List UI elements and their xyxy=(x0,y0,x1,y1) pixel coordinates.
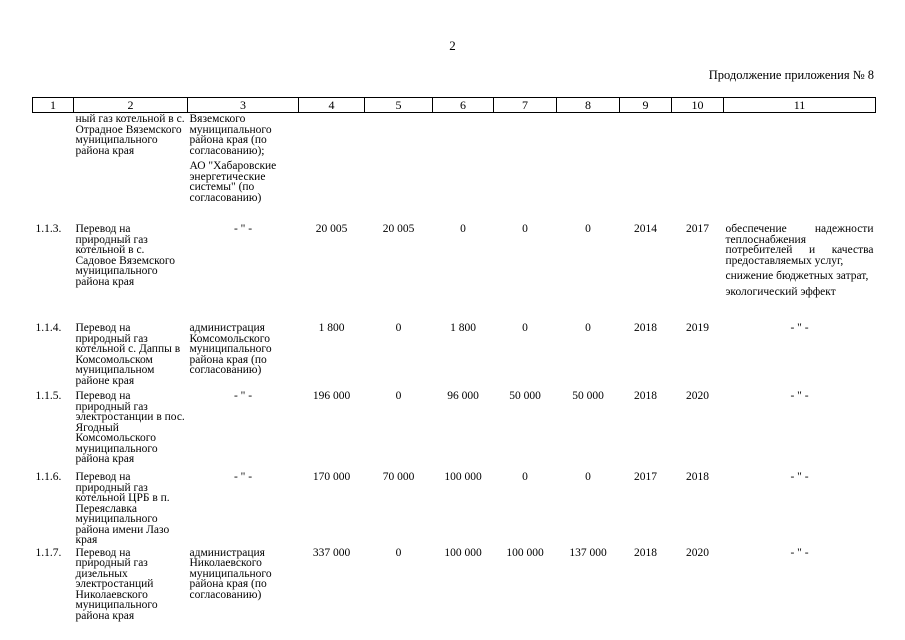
appendix-label: Продолжение приложения № 8 xyxy=(708,68,874,82)
executor-paragraph: - " - xyxy=(233,390,253,402)
start-year: 2014 xyxy=(634,223,657,235)
header-row xyxy=(33,98,876,113)
column-header-11: 11 xyxy=(724,98,876,113)
expected-result xyxy=(724,222,876,321)
end-year: 2017 xyxy=(686,223,709,235)
expected-result-paragraph: экологический эффект xyxy=(725,285,836,298)
other-value: 0 xyxy=(585,223,591,235)
regional-value: 96 000 xyxy=(447,390,479,402)
expected-result xyxy=(724,113,876,223)
federal-value: 0 xyxy=(395,390,402,402)
executor-paragraph: - " - xyxy=(233,471,253,483)
total-value xyxy=(299,113,365,223)
row-number: 1.1.4. xyxy=(35,322,62,334)
column-header-7: 7 xyxy=(494,98,557,113)
column-header-5: 5 xyxy=(365,98,433,113)
end-year: 2019 xyxy=(686,322,709,334)
start-year: 2018 xyxy=(634,546,657,559)
executor-paragraph: - " - xyxy=(233,223,253,235)
table-row xyxy=(33,470,876,546)
start-year: 2017 xyxy=(634,471,657,483)
column-header-2: 2 xyxy=(74,98,188,113)
expected-result-paragraph: - " - xyxy=(790,546,809,559)
federal-value: 0 xyxy=(395,546,402,559)
executor xyxy=(188,546,299,622)
column-header-1: 1 xyxy=(33,98,74,113)
executor xyxy=(188,113,299,223)
executor xyxy=(188,321,299,389)
local-value: 100 000 xyxy=(506,546,544,559)
total-value: 20 005 xyxy=(315,223,348,235)
other-value xyxy=(557,113,620,223)
end-year: 2020 xyxy=(686,390,709,402)
federal-value: 70 000 xyxy=(382,471,415,483)
executor-paragraph: АО "Хабаровские энергетические системы" (по согласованию) xyxy=(189,160,277,204)
expected-result xyxy=(724,389,876,470)
executor xyxy=(188,389,299,470)
end-year: 2018 xyxy=(686,471,709,483)
executor-paragraph: Вяземского муниципального района края (по согласованию); xyxy=(189,113,272,157)
local-value xyxy=(494,113,557,223)
start-year: 2018 xyxy=(634,322,657,334)
total-value: 1 800 xyxy=(318,322,345,334)
federal-value xyxy=(365,113,433,223)
end-year xyxy=(672,113,724,223)
expected-result-paragraph: - " - xyxy=(790,322,809,334)
expected-result-paragraph: обеспечение надежности теплоснабжения потребителей и качества предоставляемых услуг, xyxy=(725,223,874,267)
executor xyxy=(188,222,299,321)
table-row xyxy=(33,222,876,321)
federal-value: 0 xyxy=(395,322,402,334)
expected-result-paragraph: снижение бюджетных затрат, xyxy=(725,270,869,282)
column-header-4: 4 xyxy=(299,98,365,113)
row-number: 1.1.3. xyxy=(35,223,62,235)
regional-value: 0 xyxy=(460,223,466,235)
page-number: 2 xyxy=(449,38,456,53)
regional-value: 1 800 xyxy=(450,322,476,334)
local-value: 0 xyxy=(522,471,528,483)
executor xyxy=(188,470,299,546)
table-row xyxy=(33,321,876,389)
measures-table xyxy=(32,97,876,621)
local-value: 0 xyxy=(522,322,528,334)
table-row xyxy=(33,389,876,470)
total-value: 170 000 xyxy=(312,471,351,483)
object-name: Перевод на природный газ дизельных электростанций Николаевского муниципального района края xyxy=(75,546,158,622)
end-year: 2020 xyxy=(686,546,709,559)
row-number xyxy=(33,113,74,223)
object-name: Перевод на природный газ котельной в с. Садовое Вяземского муниципального района края xyxy=(75,223,176,288)
regional-value: 100 000 xyxy=(444,471,482,483)
other-value: 50 000 xyxy=(572,390,604,402)
column-header-6: 6 xyxy=(433,98,494,113)
other-value: 0 xyxy=(585,471,591,483)
table-row xyxy=(33,546,876,622)
total-value: 337 000 xyxy=(312,546,351,559)
expected-result xyxy=(724,470,876,546)
row-number: 1.1.7. xyxy=(35,546,62,559)
local-value: 0 xyxy=(522,223,528,235)
regional-value xyxy=(433,113,494,223)
object-name: Перевод на природный газ котельной с. Даппы в Комсомольском муниципальном районе края xyxy=(75,322,181,387)
program-table xyxy=(32,97,875,621)
expected-result-paragraph: - " - xyxy=(790,390,809,402)
column-header-10: 10 xyxy=(672,98,724,113)
table-row xyxy=(33,113,876,223)
local-value: 50 000 xyxy=(509,390,541,402)
column-header-8: 8 xyxy=(557,98,620,113)
other-value: 137 000 xyxy=(569,546,607,559)
row-number: 1.1.5. xyxy=(35,390,62,402)
other-value: 0 xyxy=(585,322,591,334)
object-name: Перевод на природный газ электростанции в пос. Ягодный Комсомольского муниципального района края xyxy=(75,390,185,465)
start-year xyxy=(620,113,672,223)
column-header-9: 9 xyxy=(620,98,672,113)
object-name: ный газ котельной в с. Отрадное Вяземского муниципального района края xyxy=(75,113,185,157)
row-number: 1.1.6. xyxy=(35,471,62,483)
column-header-3: 3 xyxy=(188,98,299,113)
expected-result-paragraph: - " - xyxy=(790,471,809,483)
executor-paragraph: администрация Николаевского муниципального района края (по согласованию) xyxy=(189,546,272,601)
regional-value: 100 000 xyxy=(444,546,482,559)
total-value: 196 000 xyxy=(312,390,351,402)
federal-value: 20 005 xyxy=(382,223,415,235)
expected-result xyxy=(724,546,876,622)
object-name: Перевод на природный газ котельной ЦРБ в п. Переяславка муниципального района имени Лазо края xyxy=(75,471,170,546)
start-year: 2018 xyxy=(634,390,657,402)
executor-paragraph: администрация Комсомольского муниципального района края (по согласованию) xyxy=(189,322,272,376)
expected-result xyxy=(724,321,876,389)
